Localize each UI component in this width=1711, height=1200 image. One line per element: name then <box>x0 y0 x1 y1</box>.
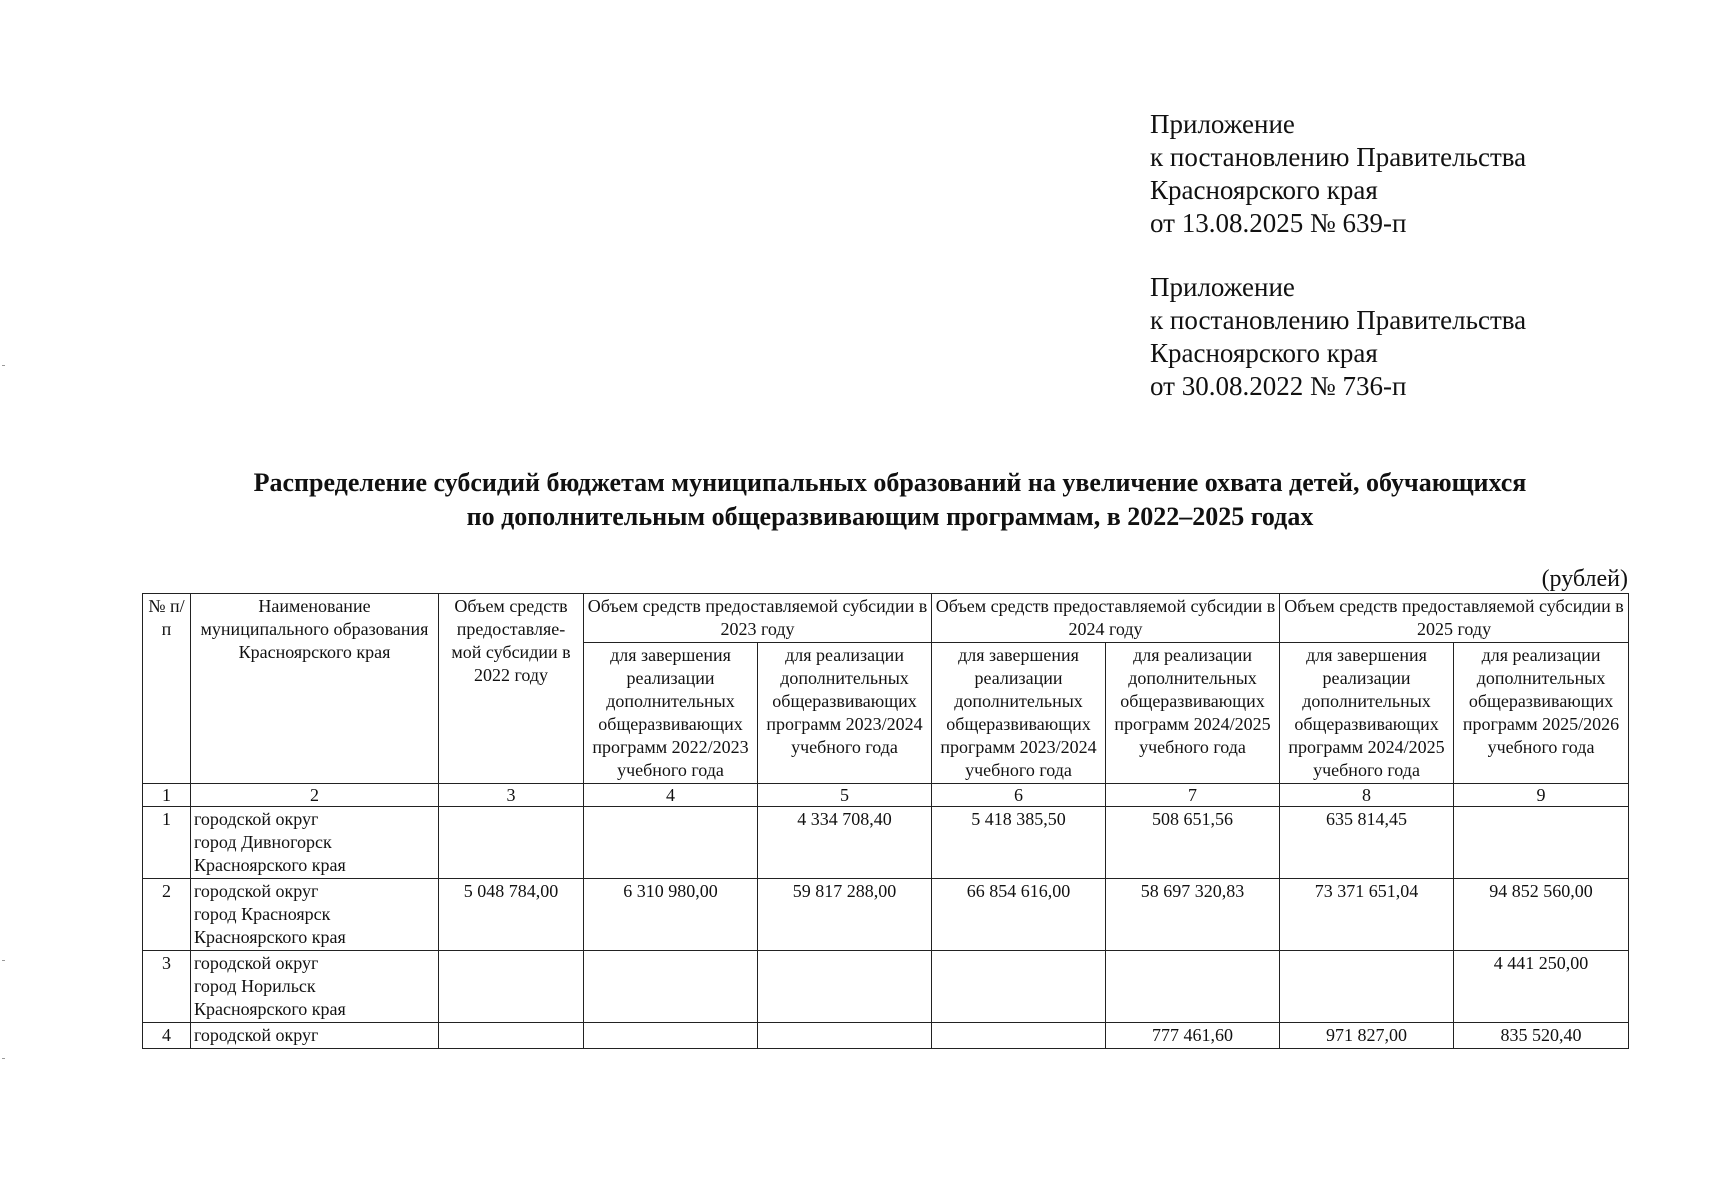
appendix-line: от 30.08.2022 № 736-п <box>1150 371 1407 401</box>
name-line: городской округ <box>194 1025 319 1045</box>
amount-col-7: 58 697 320,83 <box>1106 879 1280 951</box>
table-row <box>143 1023 1629 1049</box>
header-num: № п/п <box>143 594 191 784</box>
header-col-9: для реализации дополнительных общеразвивающих программ 2025/2026 учебного года <box>1454 643 1629 784</box>
title-line-1: Распределение субсидий бюджетам муниципальных образований на увеличение охвата детей, обучающихся <box>253 468 1527 497</box>
municipality-name <box>191 951 439 1023</box>
row-number: 3 <box>143 951 191 1023</box>
amount-col-7: 508 651,56 <box>1106 807 1280 879</box>
name-line: городской округ <box>194 809 319 829</box>
amount-col-4: 6 310 980,00 <box>584 879 758 951</box>
units-label: (рублей) <box>1541 566 1628 592</box>
amount-col-9: 835 520,40 <box>1454 1023 1629 1049</box>
table-row <box>143 951 1629 1023</box>
appendix-line: к постановлению Правительства <box>1150 305 1527 335</box>
document-title <box>100 466 1680 534</box>
appendix-line: от 13.08.2025 № 639-п <box>1150 208 1407 238</box>
amount-col-6: 66 854 616,00 <box>932 879 1106 951</box>
appendix-original-reference <box>1150 271 1526 403</box>
name-line: городской округ <box>194 881 319 901</box>
amount-col-8: 971 827,00 <box>1280 1023 1454 1049</box>
amount-col-5: 59 817 288,00 <box>758 879 932 951</box>
title-line-2: по дополнительным общеразвивающим программам, в 2022–2025 годах <box>466 502 1314 531</box>
appendix-line: Приложение <box>1150 272 1295 302</box>
appendix-line: Приложение <box>1150 109 1295 139</box>
column-number: 9 <box>1454 784 1629 807</box>
column-number: 7 <box>1106 784 1280 807</box>
amount-col-5 <box>758 951 932 1023</box>
header-municipality: Наименование муниципального образования Красноярского края <box>191 594 439 784</box>
table-row <box>143 807 1629 879</box>
scan-edge-mark <box>2 1058 5 1059</box>
amount-col-5: 4 334 708,40 <box>758 807 932 879</box>
amount-col-7: 777 461,60 <box>1106 1023 1280 1049</box>
name-line: город Дивногорск <box>194 832 332 852</box>
amount-col-4 <box>584 951 758 1023</box>
amount-col-6 <box>932 951 1106 1023</box>
amount-2022: 5 048 784,00 <box>439 879 584 951</box>
amount-col-4 <box>584 1023 758 1049</box>
name-line: Красноярского края <box>194 855 346 875</box>
name-line: город Норильск <box>194 976 316 996</box>
amount-col-6: 5 418 385,50 <box>932 807 1106 879</box>
header-group-2025: Объем средств предоставляемой субсидии в 2025 году <box>1280 594 1629 643</box>
column-number: 3 <box>439 784 584 807</box>
amount-col-9 <box>1454 807 1629 879</box>
header-row-groups <box>143 594 1629 643</box>
subsidy-distribution-table <box>142 593 1629 1049</box>
column-number: 2 <box>191 784 439 807</box>
amount-col-8: 73 371 651,04 <box>1280 879 1454 951</box>
column-number: 5 <box>758 784 932 807</box>
row-number: 4 <box>143 1023 191 1049</box>
name-line: городской округ <box>194 953 319 973</box>
municipality-name <box>191 1023 439 1049</box>
amount-col-5 <box>758 1023 932 1049</box>
amount-col-7 <box>1106 951 1280 1023</box>
header-2022: Объем средств предоставляе-мой субсидии в 2022 году <box>439 594 584 784</box>
header-col-7: для реализации дополнительных общеразвивающих программ 2024/2025 учебного года <box>1106 643 1280 784</box>
amount-2022 <box>439 951 584 1023</box>
amount-col-9: 94 852 560,00 <box>1454 879 1629 951</box>
header-col-4: для завершения реализации дополнительных общеразвивающих программ 2022/2023 учебного года <box>584 643 758 784</box>
name-line: Красноярского края <box>194 999 346 1019</box>
amount-2022 <box>439 1023 584 1049</box>
name-line: Красноярского края <box>194 927 346 947</box>
municipality-name <box>191 807 439 879</box>
amount-col-9: 4 441 250,00 <box>1454 951 1629 1023</box>
amount-col-8 <box>1280 951 1454 1023</box>
appendix-line: Красноярского края <box>1150 338 1378 368</box>
municipality-name <box>191 879 439 951</box>
header-group-2023: Объем средств предоставляемой субсидии в 2023 году <box>584 594 932 643</box>
amount-2022 <box>439 807 584 879</box>
column-number: 4 <box>584 784 758 807</box>
scan-edge-mark <box>2 960 5 961</box>
column-number-row <box>143 784 1629 807</box>
header-group-2024: Объем средств предоставляемой субсидии в 2024 году <box>932 594 1280 643</box>
column-number: 1 <box>143 784 191 807</box>
row-number: 1 <box>143 807 191 879</box>
column-number: 8 <box>1280 784 1454 807</box>
amount-col-8: 635 814,45 <box>1280 807 1454 879</box>
name-line: город Красноярск <box>194 904 331 924</box>
table-row <box>143 879 1629 951</box>
appendix-line: к постановлению Правительства <box>1150 142 1527 172</box>
amount-col-6 <box>932 1023 1106 1049</box>
header-col-8: для завершения реализации дополнительных общеразвивающих программ 2024/2025 учебного года <box>1280 643 1454 784</box>
scan-edge-mark <box>2 365 5 366</box>
appendix-current-reference <box>1150 108 1526 240</box>
column-number: 6 <box>932 784 1106 807</box>
amount-col-4 <box>584 807 758 879</box>
appendix-line: Красноярского края <box>1150 175 1378 205</box>
header-col-5: для реализации дополнительных общеразвивающих программ 2023/2024 учебного года <box>758 643 932 784</box>
header-col-6: для завершения реализации дополнительных общеразвивающих программ 2023/2024 учебного года <box>932 643 1106 784</box>
row-number: 2 <box>143 879 191 951</box>
